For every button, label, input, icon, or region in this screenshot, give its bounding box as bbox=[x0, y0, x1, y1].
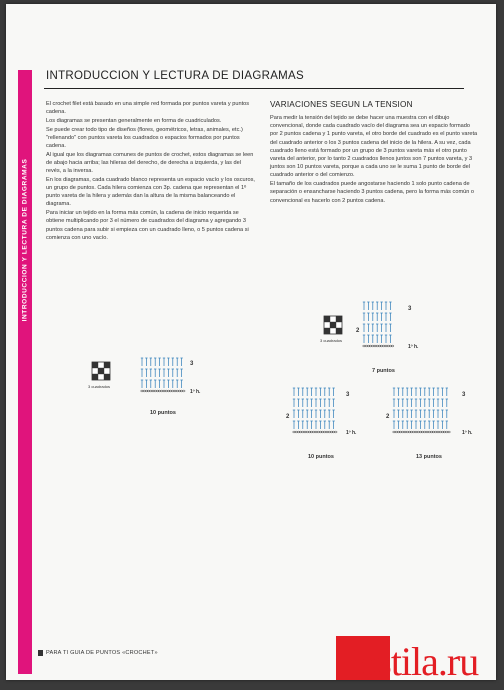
turn-label: 3 bbox=[346, 392, 350, 398]
row-label: 1º h. bbox=[190, 389, 201, 395]
left-paragraph-2: Los diagramas se presentan generalmente en forma de cuadriculados. bbox=[46, 117, 222, 124]
title-rule bbox=[44, 88, 464, 89]
caption-10-puntos: 10 puntos bbox=[308, 454, 334, 460]
caption-10-puntos: 10 puntos bbox=[150, 410, 176, 416]
turn-label: 3 bbox=[462, 392, 466, 398]
diagram-left bbox=[86, 356, 226, 420]
page-title: INTRODUCCION Y LECTURA DE DIAGRAMAS bbox=[46, 70, 305, 82]
turn-label: 3 bbox=[190, 361, 194, 367]
stitch-chart bbox=[363, 302, 394, 347]
row-label: 1º h. bbox=[408, 344, 419, 350]
grid-swatch-icon bbox=[324, 316, 342, 334]
pink-side-bar bbox=[18, 70, 32, 674]
caption-7-puntos: 7 puntos bbox=[372, 368, 395, 374]
watermark-text: Postila.ru bbox=[336, 639, 479, 680]
turn-label: 3 bbox=[408, 306, 412, 312]
row-label: 1º h. bbox=[346, 430, 357, 436]
grid-label: 3 cuadrados bbox=[88, 384, 111, 389]
watermark bbox=[336, 636, 496, 680]
side-label: 2 bbox=[286, 414, 290, 420]
side-bar-label-container bbox=[18, 70, 32, 410]
grid-label: 3 cuadrados bbox=[320, 338, 343, 343]
side-label: 2 bbox=[356, 328, 360, 334]
diagram-bottom-right bbox=[384, 382, 494, 462]
magazine-page bbox=[6, 4, 496, 680]
stitch-chart bbox=[393, 388, 451, 433]
left-paragraph-6: Para iniciar un tejido en la forma más común, la cadena de inicio requerida se obtiene multiplicando por 3 el número de cuadrados del diagrama y agregando 3 puntos cadena para subir si empieza con un cuadrado lleno, o 5 puntos cadena si comienza con uno vacío. bbox=[46, 210, 249, 241]
stitch-chart bbox=[141, 358, 185, 392]
grid-swatch-icon bbox=[92, 362, 110, 380]
diagram-bottom-left bbox=[284, 382, 384, 462]
left-column bbox=[46, 100, 256, 242]
left-paragraph-3: Se puede crear todo tipo de diseños (flores, geométricos, letras, animales, etc.) "rellenando" con puntos vareta los cuadrados o espacios formados por puntos cadena. bbox=[46, 126, 243, 150]
footer-page-marker bbox=[38, 650, 43, 656]
right-column bbox=[270, 114, 478, 205]
right-paragraph-1: Para medir la tensión del tejido se debe hacer una muestra con el dibujo convencional, donde cada cuadrado vacío del diagrama sea un espacio formado por 2 puntos cadena y 1 punto vareta, el otro borde del cuadrado es el punto vareta del cuadrado anterior o los 3 puntos cadena del inicio de la hilera. A su vez, cada cuadrado lleno está formado por un grupo de 3 puntos vareta más el otro punto vareta del anterior, por lo tanto 2 cuadrados llenos juntos son 7 puntos vareta, y 3 juntos son 10 puntos vareta, porque a cada uno se le suma 1 punto de borde del cuadrado anterior o del comienzo. bbox=[270, 115, 478, 179]
caption-13-puntos: 13 puntos bbox=[416, 454, 442, 460]
page-footer: PARA TI GUIA DE PUNTOS «CROCHET» bbox=[46, 650, 158, 656]
section-subtitle: VARIACIONES SEGUN LA TENSION bbox=[270, 100, 413, 109]
left-paragraph-5: En los diagramas, cada cuadrado blanco representa un espacio vacío y los oscuros, un grupo de puntos. Cada hilera comienza con 3p. cadena que representan el 1º punto vareta de la hilera y además dan la altura de la misma balanceando el diagrama. bbox=[46, 176, 255, 208]
right-paragraph-2: El tamaño de los cuadrados puede angostarse haciendo 1 solo punto cadena de separación o ensancharse haciendo 3 puntos cadena, pero la forma más común o convencional es hacerlo con 2 puntos cadena. bbox=[270, 181, 474, 204]
side-bar-label: INTRODUCCION Y LECTURA DE DIAGRAMAS bbox=[21, 158, 29, 322]
diagram-right-top bbox=[314, 294, 454, 378]
left-paragraph-4: Al igual que los diagramas comunes de puntos de crochet, estos diagramas se leen de abajo hacia arriba; las hileras del derecho, de derecha a izquierda, y las del revés, a la inversa. bbox=[46, 151, 254, 175]
left-paragraph-1: El crochet filet está basado en una simple red formada por puntos vareta y puntos cadena. bbox=[46, 101, 250, 116]
stitch-chart bbox=[293, 388, 337, 433]
side-label: 2 bbox=[386, 414, 390, 420]
row-label: 1º h. bbox=[462, 430, 473, 436]
